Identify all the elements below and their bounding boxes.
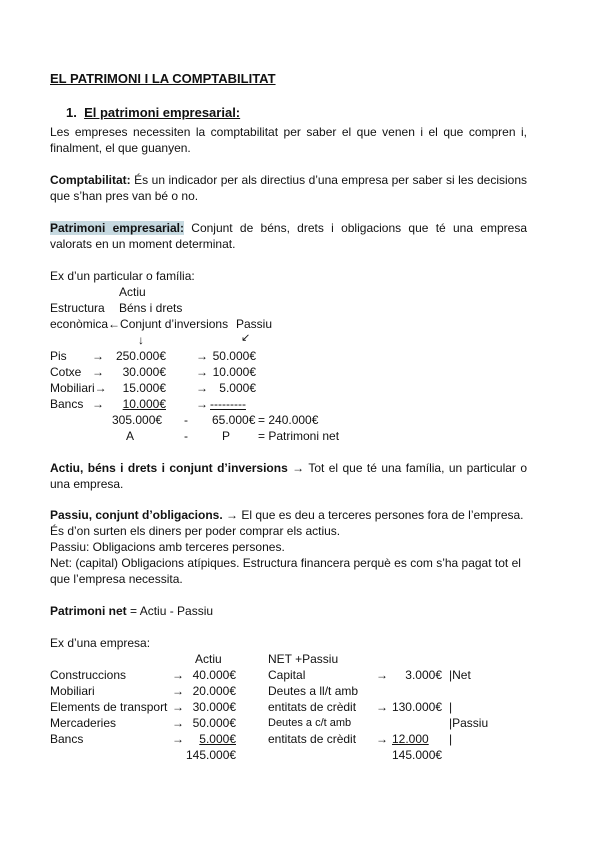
example1-bens-drets-label: Béns i drets: [119, 301, 183, 315]
intro-paragraph: Les empreses necessiten la comptabilitat per saber el que venen i el que compren i, finalment, el que guanyen.: [50, 125, 527, 155]
example2-right-label: entitats de crèdit: [268, 700, 357, 714]
actiu-definition: [50, 460, 527, 492]
example1-total-actiu: 305.000€: [112, 413, 163, 427]
section-label: El patrimoni empresarial:: [84, 105, 241, 120]
arrow-icon: →: [172, 716, 184, 730]
example1-total-passiu: 65.000€: [212, 413, 256, 427]
example1-economica-label: econòmica←Conjunt d’inversions: [50, 317, 229, 331]
example2-right-label: Deutes a c/t amb: [268, 717, 352, 729]
example2-tag: |: [449, 732, 453, 746]
arrow-icon: →: [92, 397, 104, 411]
example1-passiu-label: Passiu: [236, 317, 273, 331]
example2-total-passiu: 145.000€: [392, 748, 443, 762]
example1-actiu-label: Actiu: [119, 285, 146, 299]
example1-net-label: = Patrimoni net: [258, 429, 340, 443]
example1-net-result: = 240.000€: [258, 413, 319, 427]
actiu-text: → Tot el que té una família, un particular o una empresa.: [50, 461, 527, 491]
arrow-icon: →: [92, 365, 104, 379]
arrow-icon: →: [376, 668, 388, 682]
arrow-icon: →: [92, 349, 104, 363]
example2-right-label: entitats de crèdit: [268, 732, 357, 746]
example2-total-actiu: 145.000€: [186, 748, 237, 762]
page-title: EL PATRIMONI I LA COMPTABILITAT: [50, 71, 276, 86]
arrow-icon: →: [376, 732, 388, 746]
example1-row-actiu: 250.000€: [115, 349, 166, 363]
example1-minus: -: [184, 413, 188, 427]
section-number: 1.: [66, 105, 77, 120]
example1-row-label: Bancs: [50, 397, 84, 411]
example1-row-actiu: 30.000€: [122, 365, 166, 379]
example1-row-label: Mobiliari→: [50, 381, 107, 395]
passiu-line3: Net: (capital) Obligacions atípiques. Estructura financera perquè es com s’ha pagat tot el que l’empresa necessita.: [50, 556, 521, 586]
example2-right-value: 3.000€: [405, 668, 442, 682]
arrow-icon: →: [172, 700, 184, 714]
passiu-definition: [50, 507, 527, 587]
example2-heading: Ex d’una empresa:: [50, 636, 151, 650]
passiu-line2: Passiu: Obligacions amb terceres persones.: [50, 540, 285, 554]
example1-p-label: P: [222, 429, 231, 443]
example1-row-actiu: 10.000€: [122, 397, 166, 411]
example2-net-header: NET +Passiu: [268, 652, 339, 666]
example2-right-value: 12.000: [392, 732, 429, 746]
example2-row-value: 20.000€: [192, 684, 236, 698]
patrimoni-text: Conjunt de béns, drets i obligacions que té una empresa valorats en un moment determinat.: [50, 221, 527, 251]
example1-heading: Ex d’un particular o família:: [50, 269, 195, 283]
example2-tag: |Net: [449, 668, 471, 682]
example2-row-label: Mobiliari: [50, 684, 95, 698]
arrow-icon: →: [196, 397, 208, 411]
example2-row-label: Bancs: [50, 732, 84, 746]
example1-a-label: A: [126, 429, 135, 443]
example1-row-label: Cotxe: [50, 365, 82, 379]
example2-row-label: Elements de transport: [50, 700, 168, 714]
comptabilitat-paragraph: [50, 172, 527, 204]
example1-minus-2: -: [184, 429, 188, 443]
arrow-icon: →: [196, 349, 208, 363]
example1-row-passiu: 10.000€: [212, 365, 256, 379]
example2-row-value: 40.000€: [192, 668, 236, 682]
passiu-term: Passiu, conjunt d’obligacions.: [50, 508, 223, 522]
arrow-icon: →: [172, 668, 184, 682]
passiu-text: → El que es deu a terceres persones fora de l’empresa. És d’on surten els diners per poder comprar els actius.: [50, 508, 524, 538]
patrimoni-paragraph: [50, 220, 527, 252]
net-text: = Actiu - Passiu: [126, 604, 214, 618]
example2-tag: |Passiu: [449, 716, 489, 730]
comptabilitat-term: Comptabilitat:: [50, 173, 131, 187]
net-definition: [50, 603, 213, 619]
comptabilitat-text: És un indicador per als directius d’una empresa per saber si les decisions que s’han pres van bé o no.: [50, 173, 527, 203]
arrow-icon: →: [196, 365, 208, 379]
example1-row-passiu: 50.000€: [212, 349, 256, 363]
example2-actiu-header: Actiu: [195, 652, 222, 666]
example2-row-value: 5.000€: [199, 732, 236, 746]
example2-tag: |: [449, 700, 453, 714]
example2-right-value: 130.000€: [391, 700, 442, 714]
example1-row-actiu: 15.000€: [122, 381, 166, 395]
down-arrow-icon: ↓: [138, 333, 144, 347]
actiu-term: Actiu, béns i drets i conjunt d’inversions: [50, 461, 288, 475]
section-heading: [66, 105, 240, 121]
net-term: Patrimoni net: [50, 604, 127, 618]
arrow-icon: →: [172, 732, 184, 746]
patrimoni-term: Patrimoni empresarial:: [50, 221, 184, 235]
example1-row-label: Pis: [50, 349, 67, 363]
arrow-icon: →: [196, 381, 208, 395]
arrow-icon: →: [376, 700, 388, 714]
example2-row-label: Mercaderies: [50, 716, 117, 730]
example1-row-passiu: ---------: [210, 397, 246, 411]
example2-right-label: Capital: [268, 668, 306, 682]
example2-row-label: Construccions: [50, 668, 127, 682]
example1-row-passiu: 5.000€: [219, 381, 256, 395]
example2-row-value: 50.000€: [192, 716, 236, 730]
arrow-icon: →: [172, 684, 184, 698]
diagonal-arrow-icon: ↙: [241, 332, 251, 344]
example2-row-value: 30.000€: [192, 700, 236, 714]
example1-estructura-label: Estructura: [50, 301, 105, 315]
example2-right-label: Deutes a ll/t amb: [268, 684, 359, 698]
